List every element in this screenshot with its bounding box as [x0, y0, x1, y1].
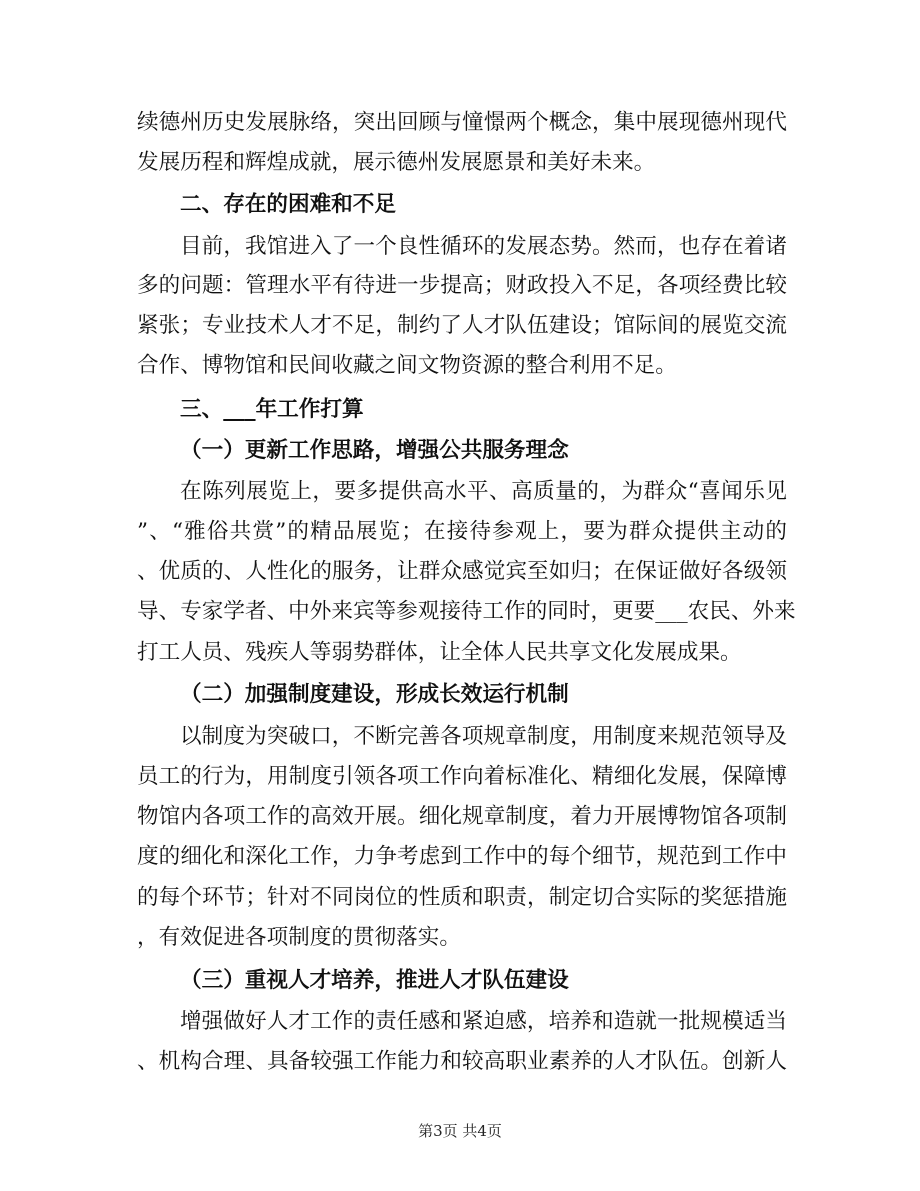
- section-heading: 二、存在的困难和不足: [180, 192, 396, 217]
- paragraph-line: 的每个环节；针对不同岗位的性质和职责，制定切合实际的奖惩措施: [137, 885, 787, 910]
- paragraph-line: 度的细化和深化工作，力争考虑到工作中的每个细节，规范到工作中: [137, 844, 787, 869]
- subsection-heading: （三）重视人才培养，推进人才队伍建设: [180, 968, 569, 993]
- paragraph-line: 在陈列展览上，要多提供高水平、高质量的，为群众“喜闻乐见: [180, 479, 787, 504]
- paragraph-line: 发展历程和辉煌成就，展示德州发展愿景和美好未来。: [137, 150, 656, 175]
- paragraph-line: 续德州历史发展脉络，突出回顾与憧憬两个概念，集中展现德州现代: [137, 110, 787, 135]
- paragraph-line: ”、“雅俗共赏”的精品展览；在接待参观上，要为群众提供主动的: [137, 519, 787, 544]
- subsection-heading: （一）更新工作思路，增强公共服务理念: [180, 438, 569, 463]
- paragraph-line: 导、专家学者、中外来宾等参观接待工作的同时，更要___农民、外来: [137, 599, 796, 624]
- section-heading: 三、___年工作打算: [180, 397, 364, 422]
- page-number-footer: 第3页 共4页: [418, 1122, 502, 1140]
- paragraph-line: 增强做好人才工作的责任感和紧迫感，培养和造就一批规模适当: [180, 1009, 787, 1034]
- paragraph-line: 员工的行为，用制度引领各项工作向着标准化、精细化发展，保障博: [137, 764, 787, 789]
- paragraph-line: 紧张；专业技术人才不足，制约了人才队伍建设；馆际间的展览交流: [137, 313, 787, 338]
- paragraph-line: 目前，我馆进入了一个良性循环的发展态势。然而，也存在着诸: [180, 234, 787, 259]
- paragraph-line: 打工人员、残疾人等弱势群体，让全体人民共享文化发展成果。: [137, 640, 742, 665]
- paragraph-line: ，有效促进各项制度的贯彻落实。: [137, 925, 461, 950]
- paragraph-line: 多的问题：管理水平有待进一步提高；财政投入不足，各项经费比较: [137, 273, 787, 298]
- paragraph-line: 、机构合理、具备较强工作能力和较高职业素养的人才队伍。创新人: [137, 1049, 787, 1074]
- paragraph-line: 以制度为突破口，不断完善各项规章制度，用制度来规范领导及: [180, 724, 787, 749]
- subsection-heading: （二）加强制度建设，形成长效运行机制: [180, 682, 569, 707]
- paragraph-line: 合作、博物馆和民间收藏之间文物资源的整合利用不足。: [137, 353, 677, 378]
- paragraph-line: 、优质的、人性化的服务，让群众感觉宾至如归；在保证做好各级领: [137, 559, 787, 584]
- paragraph-line: 物馆内各项工作的高效开展。细化规章制度，着力开展博物馆各项制: [137, 804, 787, 829]
